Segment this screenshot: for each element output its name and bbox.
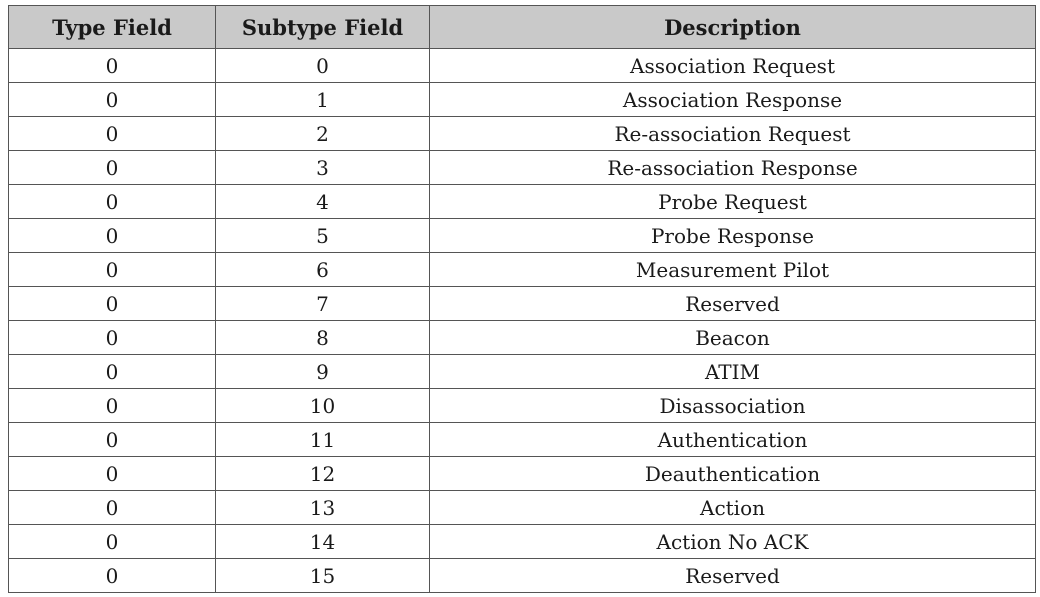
cell-description: Disassociation bbox=[430, 389, 1036, 423]
table-row bbox=[9, 185, 1036, 219]
header-row bbox=[9, 6, 1036, 49]
cell-description: Reserved bbox=[430, 287, 1036, 321]
cell-type-field: 0 bbox=[9, 185, 216, 219]
cell-subtype-field: 8 bbox=[216, 321, 430, 355]
cell-type-field: 0 bbox=[9, 355, 216, 389]
header-type-field: Type Field bbox=[9, 6, 216, 49]
cell-type-field: 0 bbox=[9, 253, 216, 287]
cell-type-field: 0 bbox=[9, 219, 216, 253]
cell-type-field: 0 bbox=[9, 117, 216, 151]
cell-type-field: 0 bbox=[9, 559, 216, 593]
cell-type-field: 0 bbox=[9, 389, 216, 423]
cell-type-field: 0 bbox=[9, 49, 216, 83]
table-row bbox=[9, 49, 1036, 83]
cell-subtype-field: 0 bbox=[216, 49, 430, 83]
table-row bbox=[9, 117, 1036, 151]
cell-subtype-field: 11 bbox=[216, 423, 430, 457]
frame-subtype-table bbox=[8, 5, 1036, 593]
table-row bbox=[9, 559, 1036, 593]
table-row bbox=[9, 423, 1036, 457]
cell-subtype-field: 12 bbox=[216, 457, 430, 491]
cell-subtype-field: 9 bbox=[216, 355, 430, 389]
cell-description: ATIM bbox=[430, 355, 1036, 389]
cell-type-field: 0 bbox=[9, 287, 216, 321]
table-header bbox=[9, 6, 1036, 49]
cell-type-field: 0 bbox=[9, 423, 216, 457]
cell-description: Measurement Pilot bbox=[430, 253, 1036, 287]
cell-description: Reserved bbox=[430, 559, 1036, 593]
cell-description: Probe Request bbox=[430, 185, 1036, 219]
table-row bbox=[9, 321, 1036, 355]
cell-description: Action bbox=[430, 491, 1036, 525]
cell-description: Beacon bbox=[430, 321, 1036, 355]
table-row bbox=[9, 457, 1036, 491]
cell-type-field: 0 bbox=[9, 457, 216, 491]
table-body bbox=[9, 49, 1036, 593]
cell-subtype-field: 1 bbox=[216, 83, 430, 117]
cell-subtype-field: 10 bbox=[216, 389, 430, 423]
cell-description: Deauthentication bbox=[430, 457, 1036, 491]
cell-subtype-field: 14 bbox=[216, 525, 430, 559]
cell-subtype-field: 6 bbox=[216, 253, 430, 287]
table-row bbox=[9, 525, 1036, 559]
table-row bbox=[9, 389, 1036, 423]
cell-subtype-field: 3 bbox=[216, 151, 430, 185]
cell-subtype-field: 2 bbox=[216, 117, 430, 151]
table-row bbox=[9, 287, 1036, 321]
table-row bbox=[9, 355, 1036, 389]
cell-type-field: 0 bbox=[9, 525, 216, 559]
cell-subtype-field: 7 bbox=[216, 287, 430, 321]
cell-description: Action No ACK bbox=[430, 525, 1036, 559]
cell-description: Probe Response bbox=[430, 219, 1036, 253]
header-description: Description bbox=[430, 6, 1036, 49]
table-row bbox=[9, 253, 1036, 287]
cell-type-field: 0 bbox=[9, 151, 216, 185]
cell-subtype-field: 15 bbox=[216, 559, 430, 593]
table-row bbox=[9, 151, 1036, 185]
table-row bbox=[9, 219, 1036, 253]
table-row bbox=[9, 491, 1036, 525]
header-subtype-field: Subtype Field bbox=[216, 6, 430, 49]
cell-type-field: 0 bbox=[9, 491, 216, 525]
cell-subtype-field: 13 bbox=[216, 491, 430, 525]
cell-type-field: 0 bbox=[9, 83, 216, 117]
table-row bbox=[9, 83, 1036, 117]
cell-description: Re-association Response bbox=[430, 151, 1036, 185]
cell-subtype-field: 5 bbox=[216, 219, 430, 253]
cell-description: Association Response bbox=[430, 83, 1036, 117]
cell-description: Association Request bbox=[430, 49, 1036, 83]
cell-description: Re-association Request bbox=[430, 117, 1036, 151]
cell-type-field: 0 bbox=[9, 321, 216, 355]
cell-subtype-field: 4 bbox=[216, 185, 430, 219]
cell-description: Authentication bbox=[430, 423, 1036, 457]
